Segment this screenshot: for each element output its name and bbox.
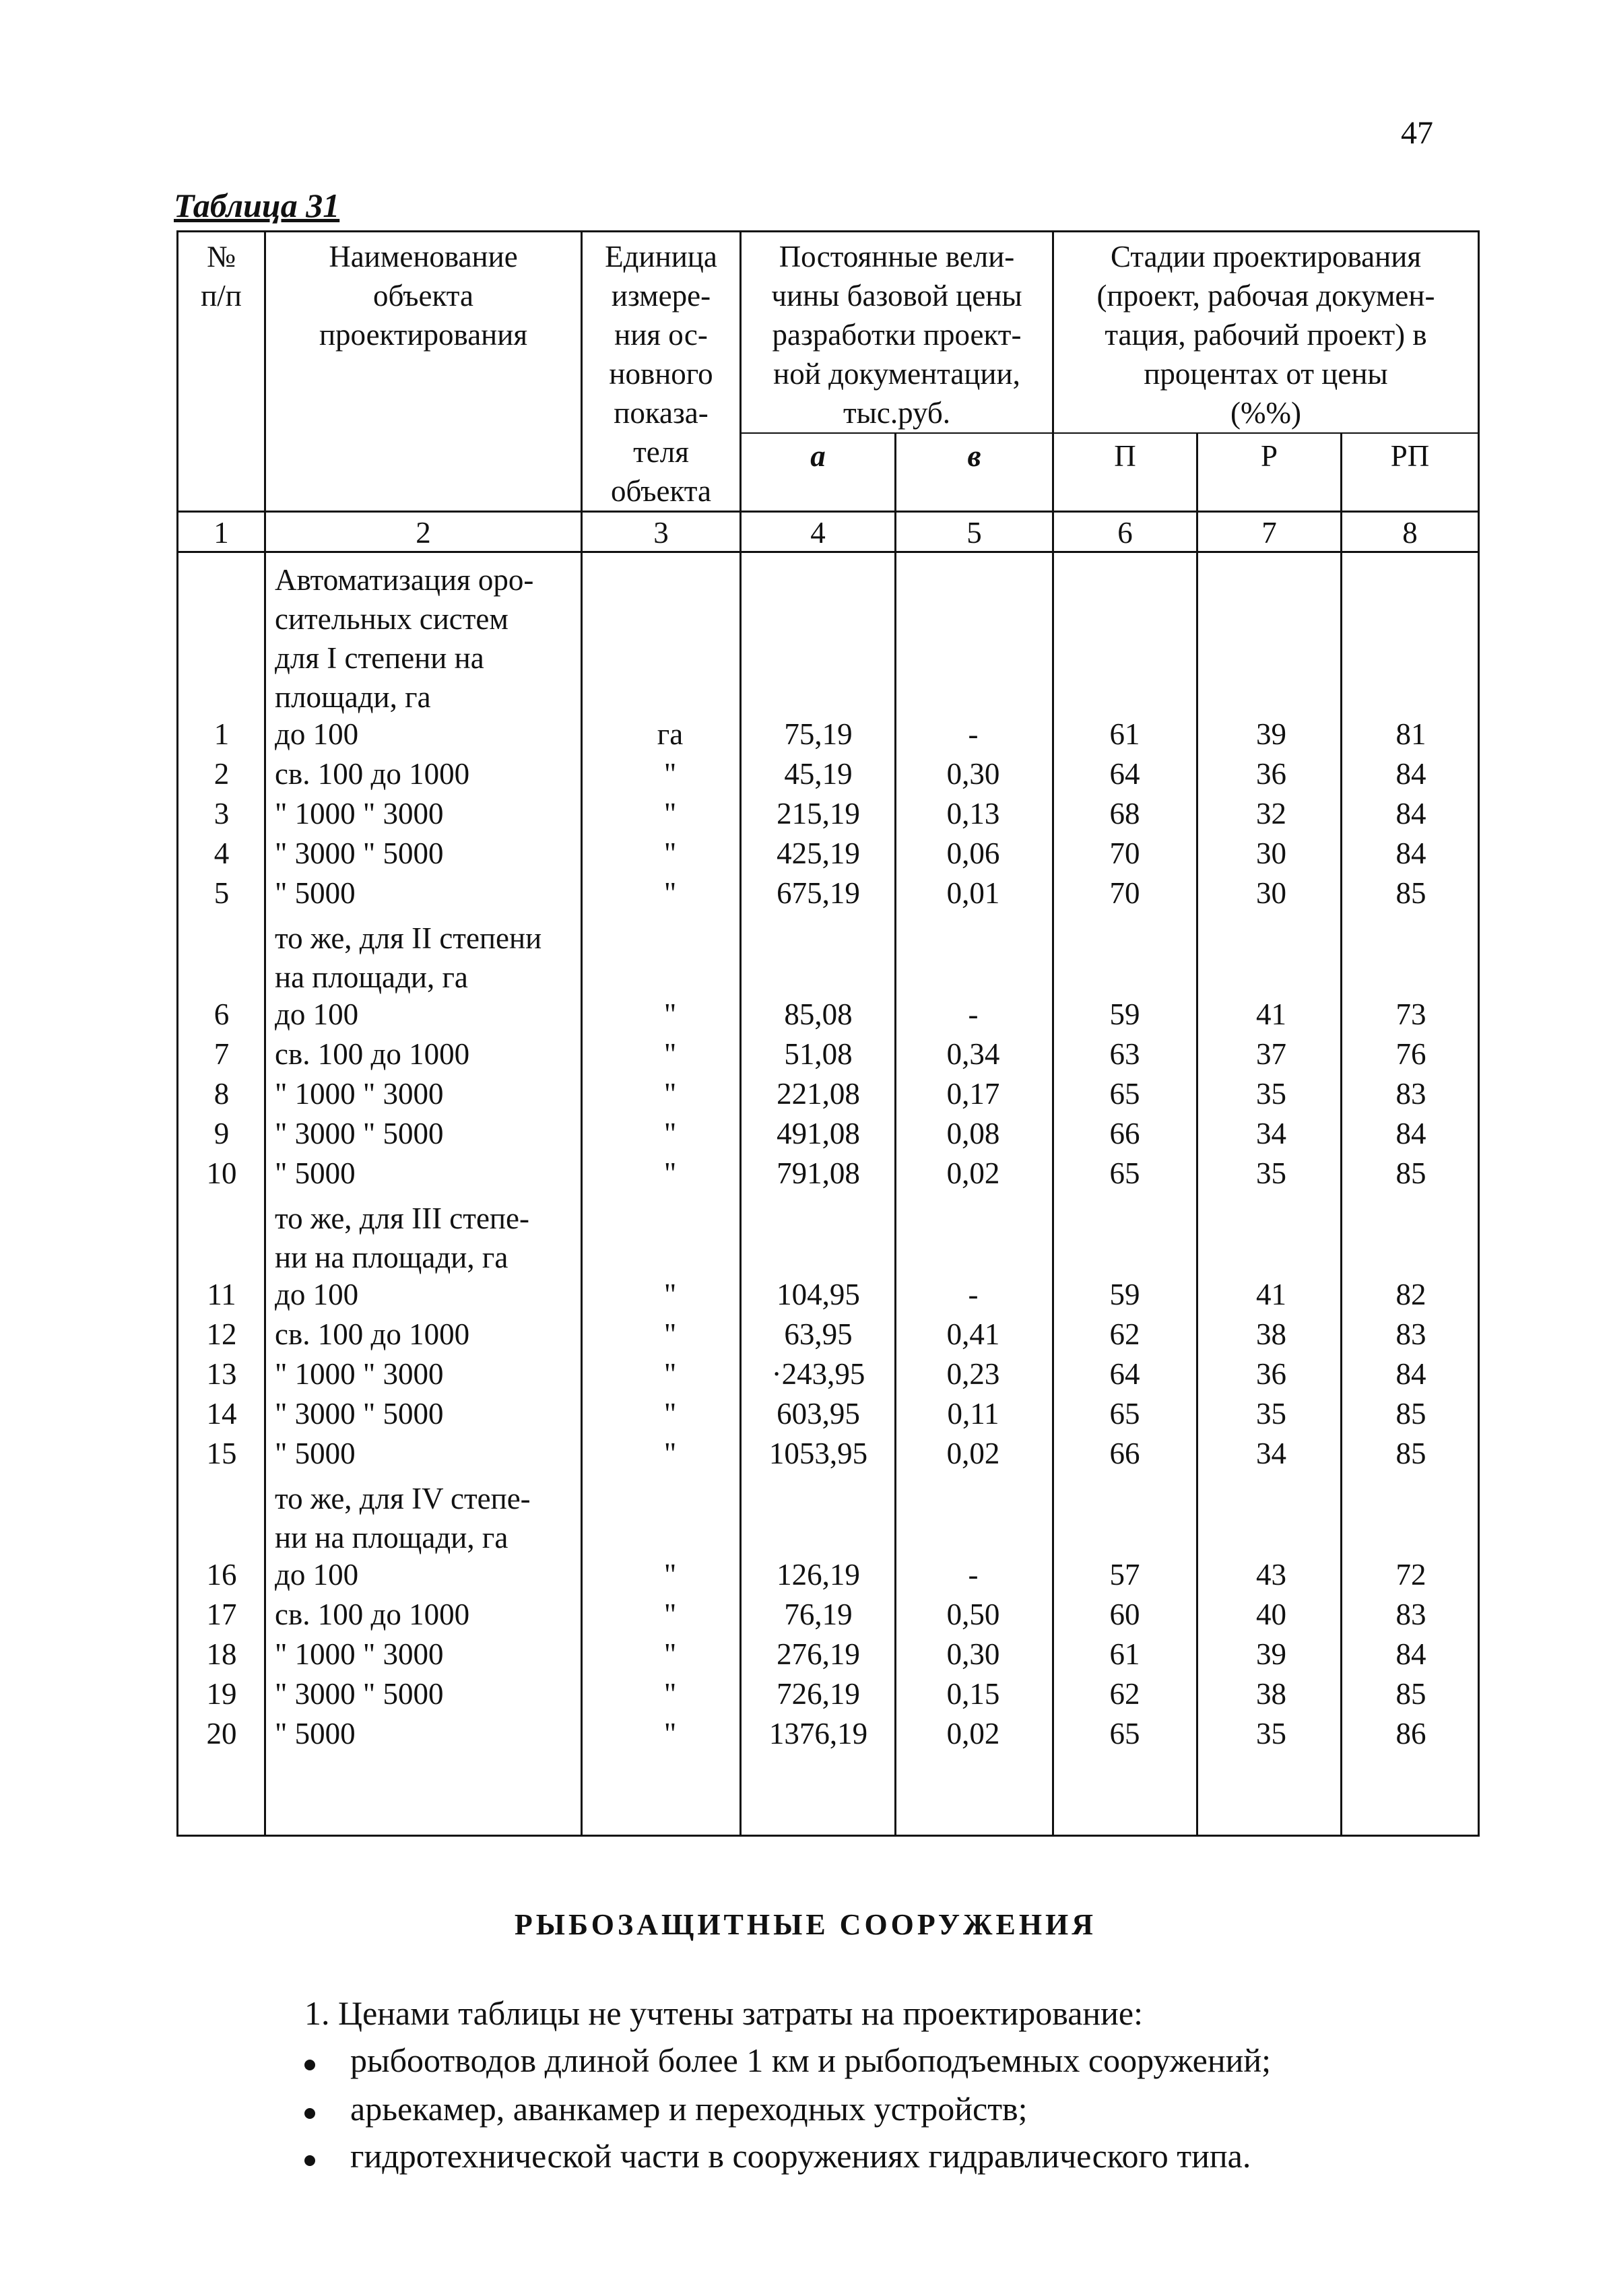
cell-value-b: 0,01 (946, 876, 1000, 910)
cell-value-p: 64 (1109, 1357, 1140, 1391)
col-number: 3 (653, 516, 669, 550)
cell-value-a: 75,19 (784, 717, 853, 751)
cell-value-rp: 83 (1395, 1317, 1426, 1351)
row-number: 18 (206, 1637, 237, 1671)
row-name: до 100 (275, 1558, 359, 1592)
cell-value-rp: 84 (1395, 1117, 1426, 1150)
cell-value-p: 70 (1109, 837, 1140, 870)
header-col-const-line: чины базовой цены (771, 279, 1022, 313)
cell-value-b: 0,15 (946, 1677, 1000, 1711)
row-name: до 100 (275, 717, 359, 751)
row-unit: га (657, 717, 684, 751)
cell-value-b: - (968, 717, 979, 751)
row-unit: " (663, 1156, 677, 1190)
row-number: 7 (213, 1037, 230, 1071)
row-number: 16 (206, 1558, 237, 1592)
cell-value-a: 603,95 (777, 1397, 860, 1431)
cell-value-a: 215,19 (777, 797, 860, 830)
subheader-r: Р (1260, 439, 1278, 473)
header-col-const (742, 237, 1052, 432)
cell-value-a: 104,95 (777, 1278, 860, 1311)
cell-value-a: 51,08 (784, 1037, 853, 1071)
cell-value-p: 65 (1109, 1397, 1140, 1431)
cell-value-rp: 85 (1395, 1677, 1426, 1711)
row-number: 3 (213, 797, 230, 830)
cell-value-rp: 84 (1395, 757, 1426, 791)
cell-value-r: 41 (1256, 997, 1286, 1031)
header-col-no-line: № (207, 240, 236, 273)
row-number: 15 (206, 1437, 237, 1470)
row-number: 13 (206, 1357, 237, 1391)
cell-value-rp: 86 (1395, 1717, 1426, 1750)
cell-value-rp: 85 (1395, 876, 1426, 910)
bullet-icon (304, 2108, 315, 2119)
cell-value-p: 57 (1109, 1558, 1140, 1592)
cell-value-r: 43 (1256, 1558, 1286, 1592)
cell-value-r: 37 (1256, 1037, 1286, 1071)
row-number: 12 (206, 1317, 237, 1351)
cell-value-b: 0,17 (946, 1077, 1000, 1111)
row-name: св. 100 до 1000 (275, 1037, 470, 1071)
cell-value-r: 39 (1256, 1637, 1286, 1671)
row-unit: " (663, 1717, 677, 1750)
cell-value-b: 0,08 (946, 1117, 1000, 1150)
header-col-const-line: разработки проект- (772, 318, 1022, 352)
group-title-line: для I степени на (275, 641, 484, 675)
group-title (275, 919, 585, 997)
row-number: 1 (213, 717, 230, 751)
header-col-name-line: Наименование (329, 240, 518, 273)
row-unit: " (663, 1317, 677, 1351)
cell-value-rp: 73 (1395, 997, 1426, 1031)
row-unit: " (663, 1117, 677, 1150)
col-number: 6 (1117, 516, 1133, 550)
cell-value-a: 726,19 (777, 1677, 860, 1711)
header-col-stages-line: Стадии проектирования (1110, 240, 1422, 273)
note-bullet: гидротехнической части в сооружениях гидравлического типа. (350, 2137, 1251, 2175)
group-title-line: ни на площади, га (275, 1521, 508, 1554)
col-number: 8 (1402, 516, 1418, 550)
cell-value-r: 36 (1256, 757, 1286, 791)
note-bullet: арьекамер, аванкамер и переходных устройств; (350, 2090, 1028, 2128)
header-col-unit-line: показа- (614, 396, 709, 430)
table-subheader-line (739, 432, 1480, 434)
cell-value-p: 65 (1109, 1717, 1140, 1750)
cell-value-p: 60 (1109, 1598, 1140, 1631)
cell-value-rp: 85 (1395, 1437, 1426, 1470)
cell-value-b: - (968, 1558, 979, 1592)
subheader-rp: РП (1390, 439, 1430, 473)
row-number: 10 (206, 1156, 237, 1190)
cell-value-a: 126,19 (777, 1558, 860, 1592)
cell-value-r: 35 (1256, 1717, 1286, 1750)
page-number: 47 (1401, 115, 1433, 151)
cell-value-p: 65 (1109, 1077, 1140, 1111)
cell-value-p: 68 (1109, 797, 1140, 830)
row-name: " 5000 (275, 876, 356, 910)
cell-value-b: 0,30 (946, 757, 1000, 791)
group-title-line: то же, для III степе- (275, 1202, 529, 1235)
cell-value-r: 32 (1256, 797, 1286, 830)
table-caption: Таблица 31 (174, 187, 340, 224)
note-bullet: рыбоотводов длиной более 1 км и рыбоподъемных сооружений; (350, 2041, 1272, 2079)
table-border-left (176, 230, 178, 1837)
header-col-unit (583, 237, 739, 511)
row-unit: " (663, 1077, 677, 1111)
row-name: " 5000 (275, 1717, 356, 1750)
col-divider-6 (1196, 432, 1198, 1837)
header-col-no-line: п/п (201, 279, 242, 313)
cell-value-a: 491,08 (777, 1117, 860, 1150)
cell-value-b: 0,02 (946, 1717, 1000, 1750)
bullet-icon (304, 2060, 315, 2070)
cell-value-a: 425,19 (777, 837, 860, 870)
row-number: 4 (213, 837, 230, 870)
col-number: 7 (1261, 516, 1277, 550)
header-col-const-line: ной документации, (773, 357, 1020, 391)
row-number: 6 (213, 997, 230, 1031)
cell-value-rp: 84 (1395, 1637, 1426, 1671)
row-name: св. 100 до 1000 (275, 1598, 470, 1631)
group-title (275, 560, 585, 717)
cell-value-a: 76,19 (784, 1598, 853, 1631)
row-name: " 3000 " 5000 (275, 1117, 444, 1150)
row-name: до 100 (275, 997, 359, 1031)
cell-value-p: 61 (1109, 1637, 1140, 1671)
cell-value-rp: 83 (1395, 1077, 1426, 1111)
cell-value-a: 45,19 (784, 757, 853, 791)
cell-value-a: 791,08 (777, 1156, 860, 1190)
cell-value-rp: 83 (1395, 1598, 1426, 1631)
row-unit: " (663, 797, 677, 830)
group-title (275, 1199, 585, 1277)
subheader-a: а (810, 439, 826, 473)
subheader-b: в (967, 439, 981, 473)
cell-value-b: 0,13 (946, 797, 1000, 830)
header-col-const-line: Постоянные вели- (779, 240, 1015, 273)
row-number: 19 (206, 1677, 237, 1711)
row-unit: " (663, 1397, 677, 1431)
cell-value-a: 63,95 (784, 1317, 853, 1351)
cell-value-a: 221,08 (777, 1077, 860, 1111)
table-border-top (176, 230, 1480, 232)
cell-value-b: 0,30 (946, 1637, 1000, 1671)
header-col-const-line: тыс.руб. (843, 396, 951, 430)
cell-value-p: 64 (1109, 757, 1140, 791)
cell-value-p: 70 (1109, 876, 1140, 910)
row-number: 5 (213, 876, 230, 910)
cell-value-b: 0,34 (946, 1037, 1000, 1071)
cell-value-p: 65 (1109, 1156, 1140, 1190)
cell-value-b: 0,41 (946, 1317, 1000, 1351)
table-border-right (1478, 230, 1480, 1837)
cell-value-r: 38 (1256, 1317, 1286, 1351)
cell-value-p: 66 (1109, 1117, 1140, 1150)
cell-value-r: 34 (1256, 1117, 1286, 1150)
cell-value-r: 36 (1256, 1357, 1286, 1391)
cell-value-a: ·243,95 (771, 1357, 865, 1391)
cell-value-b: 0,11 (947, 1397, 999, 1431)
cell-value-b: 0,23 (946, 1357, 1000, 1391)
cell-value-a: 1053,95 (768, 1437, 868, 1470)
cell-value-p: 62 (1109, 1317, 1140, 1351)
header-col-name-line: проектирования (319, 318, 528, 352)
header-col-name-line: объекта (373, 279, 473, 313)
header-col-no (178, 237, 264, 315)
cell-value-b: 0,06 (946, 837, 1000, 870)
cell-value-rp: 85 (1395, 1156, 1426, 1190)
cell-value-r: 41 (1256, 1278, 1286, 1311)
row-unit: " (663, 997, 677, 1031)
col-number: 1 (213, 516, 229, 550)
row-name: " 1000 " 3000 (275, 1637, 444, 1671)
cell-value-b: - (968, 997, 979, 1031)
row-number: 20 (206, 1717, 237, 1750)
row-unit: " (663, 1558, 677, 1592)
header-col-unit-line: ния ос- (614, 318, 708, 352)
cell-value-a: 276,19 (777, 1637, 860, 1671)
row-name: св. 100 до 1000 (275, 1317, 470, 1351)
cell-value-r: 30 (1256, 837, 1286, 870)
cell-value-p: 59 (1109, 1278, 1140, 1311)
row-unit: " (663, 876, 677, 910)
cell-value-rp: 76 (1395, 1037, 1426, 1071)
row-name: " 3000 " 5000 (275, 1397, 444, 1431)
header-col-unit-line: измере- (611, 279, 711, 313)
cell-value-b: 0,02 (946, 1156, 1000, 1190)
row-unit: " (663, 1677, 677, 1711)
row-number: 8 (213, 1077, 230, 1111)
header-col-stages-line: процентах от цены (1144, 357, 1388, 391)
cell-value-rp: 81 (1395, 717, 1426, 751)
row-name: " 1000 " 3000 (275, 1357, 444, 1391)
row-unit: " (663, 837, 677, 870)
col-number: 2 (416, 516, 431, 550)
cell-value-r: 40 (1256, 1598, 1286, 1631)
cell-value-p: 61 (1109, 717, 1140, 751)
cell-value-p: 63 (1109, 1037, 1140, 1071)
group-title-line: Автоматизация оро- (275, 563, 534, 597)
header-col-unit-line: объекта (611, 474, 711, 508)
header-col-unit-line: теля (633, 435, 689, 469)
row-unit: " (663, 1637, 677, 1671)
col-number: 5 (966, 516, 982, 550)
cell-value-rp: 72 (1395, 1558, 1426, 1592)
cell-value-a: 675,19 (777, 876, 860, 910)
cell-value-p: 59 (1109, 997, 1140, 1031)
row-name: " 3000 " 5000 (275, 837, 444, 870)
cell-value-r: 38 (1256, 1677, 1286, 1711)
header-col-stages-line: тация, рабочий проект) в (1105, 318, 1427, 352)
row-name: " 1000 " 3000 (275, 1077, 444, 1111)
row-number: 11 (207, 1278, 236, 1311)
note-item-1: 1. Ценами таблицы не учтены затраты на проектирование: (304, 1994, 1143, 2032)
row-unit: " (663, 757, 677, 791)
table-header-line (176, 511, 1480, 513)
row-unit: " (663, 1357, 677, 1391)
cell-value-a: 85,08 (784, 997, 853, 1031)
row-name: до 100 (275, 1278, 359, 1311)
col-divider-1 (264, 230, 266, 1837)
cell-value-rp: 85 (1395, 1397, 1426, 1431)
cell-value-r: 35 (1256, 1156, 1286, 1190)
cell-value-r: 39 (1256, 717, 1286, 751)
col-number: 4 (810, 516, 826, 550)
cell-value-r: 34 (1256, 1437, 1286, 1470)
cell-value-b: 0,50 (946, 1598, 1000, 1631)
cell-value-b: 0,02 (946, 1437, 1000, 1470)
row-number: 17 (206, 1598, 237, 1631)
row-name: св. 100 до 1000 (275, 757, 470, 791)
row-number: 14 (206, 1397, 237, 1431)
group-title-line: ни на площади, га (275, 1241, 508, 1274)
header-col-stages-line: (проект, рабочая докумен- (1096, 279, 1435, 313)
cell-value-rp: 84 (1395, 797, 1426, 830)
header-col-unit-line: новного (609, 357, 713, 391)
group-title-line: то же, для II степени (275, 921, 542, 955)
bullet-icon (304, 2155, 315, 2166)
row-unit: " (663, 1598, 677, 1631)
subheader-p: П (1114, 439, 1136, 473)
table-border-bottom (176, 1835, 1480, 1837)
row-number: 9 (213, 1117, 230, 1150)
cell-value-rp: 84 (1395, 837, 1426, 870)
cell-value-p: 66 (1109, 1437, 1140, 1470)
group-title (275, 1479, 585, 1557)
header-col-stages (1054, 237, 1478, 432)
cell-value-a: 1376,19 (768, 1717, 868, 1750)
row-name: " 5000 (275, 1437, 356, 1470)
cell-value-rp: 82 (1395, 1278, 1426, 1311)
row-unit: " (663, 1037, 677, 1071)
group-title-line: на площади, га (275, 960, 468, 994)
header-col-unit-line: Единица (605, 240, 717, 273)
cell-value-rp: 84 (1395, 1357, 1426, 1391)
cell-value-b: - (968, 1278, 979, 1311)
row-name: " 5000 (275, 1156, 356, 1190)
row-name: " 1000 " 3000 (275, 797, 444, 830)
group-title-line: площади, га (275, 680, 431, 714)
cell-value-p: 62 (1109, 1677, 1140, 1711)
cell-value-r: 30 (1256, 876, 1286, 910)
header-col-name (266, 237, 581, 354)
cell-value-r: 35 (1256, 1077, 1286, 1111)
row-unit: " (663, 1278, 677, 1311)
cell-value-r: 35 (1256, 1397, 1286, 1431)
row-unit: " (663, 1437, 677, 1470)
header-col-stages-line: (%%) (1230, 396, 1301, 430)
group-title-line: то же, для IV степе- (275, 1482, 531, 1515)
section-title: РЫБОЗАЩИТНЫЕ СООРУЖЕНИЯ (514, 1908, 1097, 1941)
row-name: " 3000 " 5000 (275, 1677, 444, 1711)
row-number: 2 (213, 757, 230, 791)
group-title-line: сительных систем (275, 602, 508, 636)
